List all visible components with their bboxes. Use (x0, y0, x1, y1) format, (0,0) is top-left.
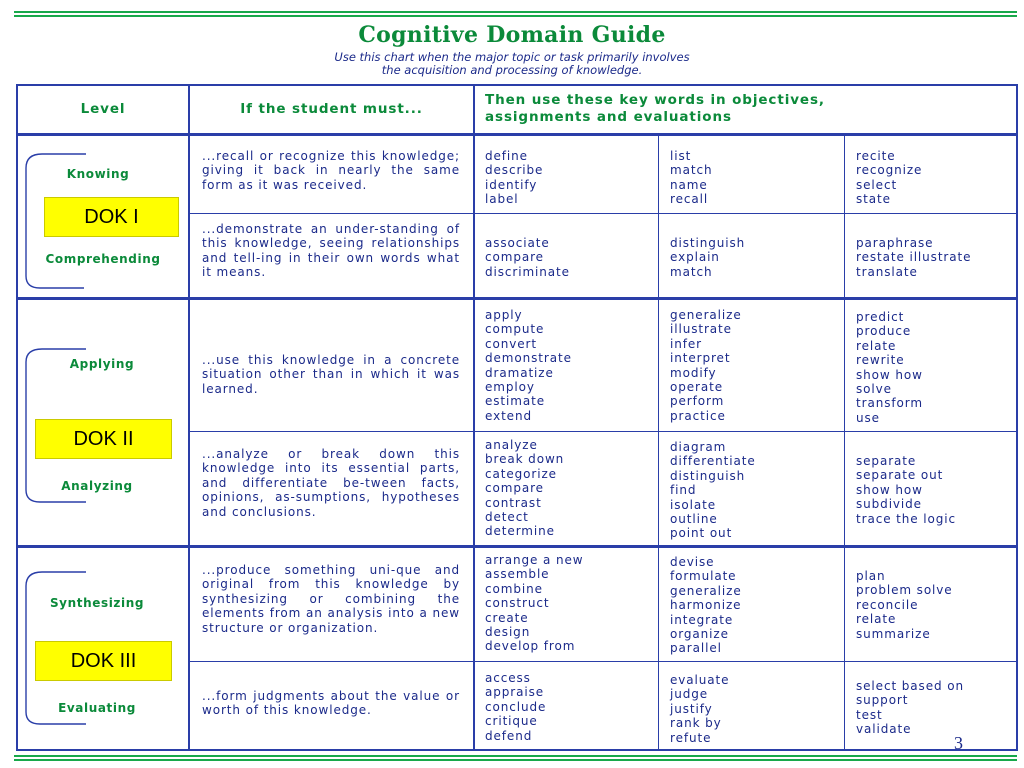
subtitle-line-2: the acquisition and processing of knowledge. (381, 63, 643, 77)
keyword: refute (670, 730, 712, 745)
keyword: paraphrase (856, 236, 934, 250)
keyword: predict (856, 310, 905, 324)
keywords-applying-col-2 (670, 308, 742, 423)
keyword: operate (670, 380, 724, 395)
keyword: name (670, 177, 708, 192)
keyword: judge (670, 687, 709, 702)
keyword: detect (485, 510, 529, 525)
keyword: explain (670, 250, 720, 265)
keyword: transform (856, 396, 923, 411)
keywords-comprehending-col-3 (856, 236, 971, 279)
keywords-analyzing-col-1 (485, 438, 564, 539)
keyword: solve (856, 382, 892, 397)
dok-label-3: DOK III (35, 641, 172, 681)
keyword: identify (485, 177, 538, 192)
keyword: organize (670, 627, 729, 642)
keyword: recognize (856, 163, 923, 178)
keywords-knowing-col-3 (856, 149, 922, 207)
keyword: state (856, 192, 891, 207)
level-label-synthesizing: Synthesizing (49, 596, 145, 610)
keyword: subdivide (856, 497, 922, 512)
keyword: access (485, 671, 531, 685)
keyword: combine (485, 581, 543, 596)
keywords-synthesizing-col-1 (485, 553, 583, 654)
description-analyzing: ...analyze or break down this knowledge into its essential parts, and differentiate be-tween facts, opinions, as-sumptions, hypotheses and conclusions. (202, 447, 460, 519)
keyword: justify (670, 701, 713, 716)
level-label-evaluating: Evaluating (58, 701, 136, 715)
keywords-analyzing-col-3 (856, 454, 956, 526)
keyword: perform (670, 394, 725, 409)
keyword: evaluate (670, 673, 730, 687)
keyword: distinguish (670, 468, 746, 483)
keyword: plan (856, 569, 886, 583)
keyword: associate (485, 236, 550, 250)
keyword: break down (485, 452, 565, 467)
level-label-knowing: Knowing (66, 167, 130, 181)
description-applying: ...use this knowledge in a concrete situation other than in which it was learned. (202, 353, 460, 396)
keyword: select based on (856, 679, 964, 693)
keyword: convert (485, 336, 537, 351)
keywords-knowing-col-1 (485, 149, 543, 207)
keyword: show how (856, 482, 923, 497)
keyword: employ (485, 380, 535, 395)
keyword: define (485, 149, 528, 163)
keyword: interpret (670, 351, 731, 366)
keyword: parallel (670, 641, 722, 656)
keyword: generalize (670, 308, 742, 322)
keyword: infer (670, 336, 702, 351)
level-label-applying: Applying (69, 357, 135, 371)
keyword: devise (670, 555, 715, 569)
keyword: modify (670, 365, 717, 380)
keyword: differentiate (670, 454, 756, 469)
dok-label-2: DOK II (35, 419, 172, 459)
keyword: match (670, 264, 713, 279)
keyword: validate (856, 722, 912, 737)
header-student-must: If the student must... (240, 101, 423, 117)
keyword: estimate (485, 394, 546, 409)
keywords-evaluating-col-2 (670, 673, 729, 745)
keyword: compare (485, 481, 544, 496)
keyword: show how (856, 367, 923, 382)
header-key-words-line-2: assignments and evaluations (485, 109, 732, 125)
keyword: list (670, 149, 692, 163)
keyword: integrate (670, 612, 734, 627)
keyword: summarize (856, 626, 931, 641)
header-level: Level (80, 101, 126, 117)
keyword: support (856, 693, 909, 708)
keyword: point out (670, 526, 733, 541)
keyword: apply (485, 308, 523, 322)
keyword: find (670, 483, 697, 498)
page-title: Cognitive Domain Guide (358, 22, 666, 48)
keyword: produce (856, 324, 912, 339)
keyword: match (670, 163, 713, 178)
keyword: use (856, 410, 880, 425)
keyword: test (856, 707, 883, 722)
keyword: compare (485, 250, 544, 265)
description-comprehending: ...demonstrate an under-standing of this knowledge, seeing relationships and tell-ing in their own words what it means. (202, 222, 460, 280)
keywords-evaluating-col-1 (485, 671, 546, 743)
keyword: reconcile (856, 597, 919, 612)
keyword: extend (485, 408, 532, 423)
keyword: defend (485, 728, 533, 743)
keyword: categorize (485, 466, 557, 481)
keyword: conclude (485, 699, 547, 714)
page-number: 3 (954, 733, 963, 753)
keyword: outline (670, 512, 718, 527)
keyword: assemble (485, 567, 550, 582)
keyword: compute (485, 322, 545, 337)
keyword: restate illustrate (856, 250, 972, 265)
keywords-evaluating-col-3 (856, 679, 964, 737)
keyword: construct (485, 596, 550, 611)
keyword: appraise (485, 685, 545, 700)
keyword: translate (856, 264, 918, 279)
keyword: harmonize (670, 598, 742, 613)
keyword: arrange a new (485, 553, 584, 567)
keyword: create (485, 610, 529, 625)
keyword: design (485, 625, 531, 640)
keyword: diagram (670, 440, 727, 454)
keyword: illustrate (670, 322, 732, 337)
keyword: recall (670, 192, 709, 207)
keyword: determine (485, 524, 555, 539)
keyword: develop from (485, 639, 576, 654)
keywords-comprehending-col-1 (485, 236, 570, 279)
keywords-analyzing-col-2 (670, 440, 756, 541)
keyword: trace the logic (856, 511, 957, 526)
level-label-comprehending: Comprehending (45, 252, 161, 266)
keywords-comprehending-col-2 (670, 236, 745, 279)
level-label-analyzing: Analyzing (61, 479, 133, 493)
keyword: practice (670, 408, 726, 423)
keyword: distinguish (670, 236, 746, 250)
description-knowing: ...recall or recognize this knowledge; giving it back in nearly the same form as it was received. (202, 149, 460, 192)
subtitle-line-1: Use this chart when the major topic or task primarily involves (334, 50, 690, 64)
keyword: separate (856, 454, 917, 468)
keyword: critique (485, 714, 538, 729)
keyword: problem solve (856, 583, 953, 598)
dok-label-1: DOK I (44, 197, 179, 237)
keyword: label (485, 192, 519, 207)
keyword: relate (856, 612, 897, 627)
keyword: generalize (670, 583, 742, 598)
keywords-synthesizing-col-2 (670, 555, 742, 656)
keyword: formulate (670, 569, 737, 584)
keywords-knowing-col-2 (670, 149, 712, 207)
keyword: rank by (670, 716, 722, 731)
keyword: separate out (856, 468, 944, 483)
header-key-words-line-1: Then use these key words in objectives, (485, 92, 825, 108)
keyword: analyze (485, 438, 538, 452)
keywords-applying-col-3 (856, 310, 923, 425)
keywords-applying-col-1 (485, 308, 572, 423)
description-synthesizing: ...produce something uni-que and original from this knowledge by synthesizing or combining the elements from an analysis into a new structure or organization. (202, 563, 460, 635)
keyword: relate (856, 338, 897, 353)
keywords-synthesizing-col-3 (856, 569, 953, 641)
keyword: rewrite (856, 353, 905, 368)
keyword: describe (485, 163, 544, 178)
keyword: dramatize (485, 365, 554, 380)
keyword: select (856, 177, 898, 192)
keyword: demonstrate (485, 351, 572, 366)
description-evaluating: ...form judgments about the value or worth of this knowledge. (202, 689, 460, 718)
keyword: isolate (670, 497, 717, 512)
keyword: contrast (485, 495, 542, 510)
keyword: recite (856, 149, 896, 163)
keyword: discriminate (485, 264, 570, 279)
